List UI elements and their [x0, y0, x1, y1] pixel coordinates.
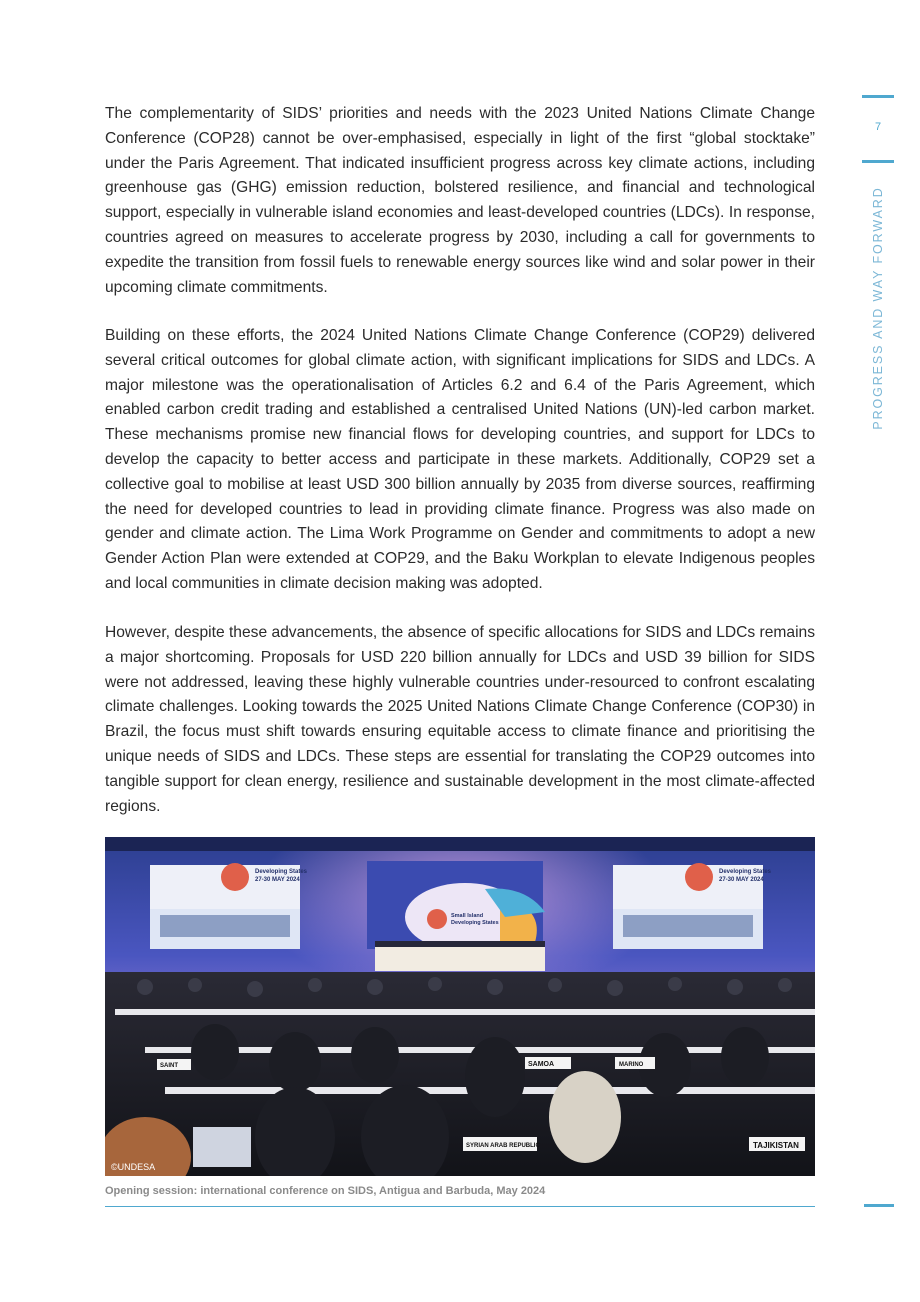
page-number-rule-bottom: [862, 160, 894, 163]
section-label: PROGRESS AND WAY FORWARD: [871, 186, 885, 430]
placard-marino: MARINO: [619, 1062, 644, 1068]
placard-syria: SYRIAN ARAB REPUBLIC: [466, 1143, 540, 1149]
page-number: 7: [874, 121, 882, 133]
figure-caption: Opening session: international conference on SIDS, Antigua and Barbuda, May 2024: [105, 1185, 546, 1197]
paragraph-cop28: The complementarity of SIDS’ priorities and needs with the 2023 United Nations Climate Change Conference (COP28) cannot be over-emphasised, especially in light of the first “global stocktake” under the Paris Agreement. That indicated insufficient progress across key climate actions, including greenhouse gas (GHG) emission reduction, bolstered resilience, and financial and technological support, especially in vulnerable island economies and least-developed countries (LDCs). In response, countries agreed on measures to accelerate progress by 2030, including a call for governments to expedite the transition from fossil fuels to renewable energy sources like wind and solar power in their upcoming climate commitments.: [105, 105, 815, 296]
caption-rule: [105, 1206, 815, 1207]
paragraph-cop29: Building on these efforts, the 2024 United Nations Climate Change Conference (COP29) delivered several critical outcomes for global climate action, with significant implications for SIDS and LDCs. A major milestone was the operationalisation of Articles 6.2 and 6.4 of the Paris Agreement, which enabled carbon credit trading and established a centralised United Nations (UN)-led carbon market. These mechanisms promise new financial flows for developing countries, and support for LDCs to develop the capacity to better access and participate in these markets. Additionally, COP29 set a collective goal to mobilise at least USD 300 billion annually by 2035 from diverse sources, reaffirming the need for developed countries to lead in providing climate finance. Progress was also made on gender and climate action. The Lima Work Programme on Gender and commitments to adopt a new Gender Action Plan were extended at COP29, and the Baku Workplan to elevate Indigenous peoples and local communities in climate decision making was adopted.: [105, 327, 815, 592]
svg-text:27-30 MAY 2024: 27-30 MAY 2024: [719, 877, 764, 883]
svg-text:27-30 MAY 2024: 27-30 MAY 2024: [255, 877, 300, 883]
conference-photo: [105, 837, 815, 1176]
placard-samoa: SAMOA: [528, 1061, 555, 1068]
page-number-rule-top: [862, 95, 894, 98]
paragraph-shortcomings: However, despite these advancements, the absence of specific allocations for SIDS and LDCs remains a major shortcoming. Proposals for USD 220 billion annually for LDCs and USD 39 billion for SIDS were not addressed, leaving these highly vulnerable countries under-resourced to confront escalating climate challenges. Looking towards the 2025 United Nations Climate Change Conference (COP30) in Brazil, the focus must shift towards ensuring equitable access to climate finance and prioritising the unique needs of SIDS and LDCs. These steps are essential for translating the COP29 outcomes into tangible support for clean energy, resilience and sustainable development in the most climate-affected regions.: [105, 624, 815, 815]
svg-text:Developing States: Developing States: [451, 920, 499, 926]
photo-credit: ©UNDESA: [111, 1162, 156, 1172]
svg-text:Developing States: Developing States: [255, 869, 308, 875]
page-rule-bottom: [864, 1204, 894, 1207]
svg-text:Small Island: Small Island: [451, 913, 484, 919]
placard-tajikistan: TAJIKISTAN: [753, 1141, 799, 1150]
conference-scene: [105, 837, 815, 1176]
svg-text:Developing States: Developing States: [719, 869, 772, 875]
podium-table: [375, 947, 545, 971]
placard-saint: SAINT: [160, 1063, 178, 1069]
